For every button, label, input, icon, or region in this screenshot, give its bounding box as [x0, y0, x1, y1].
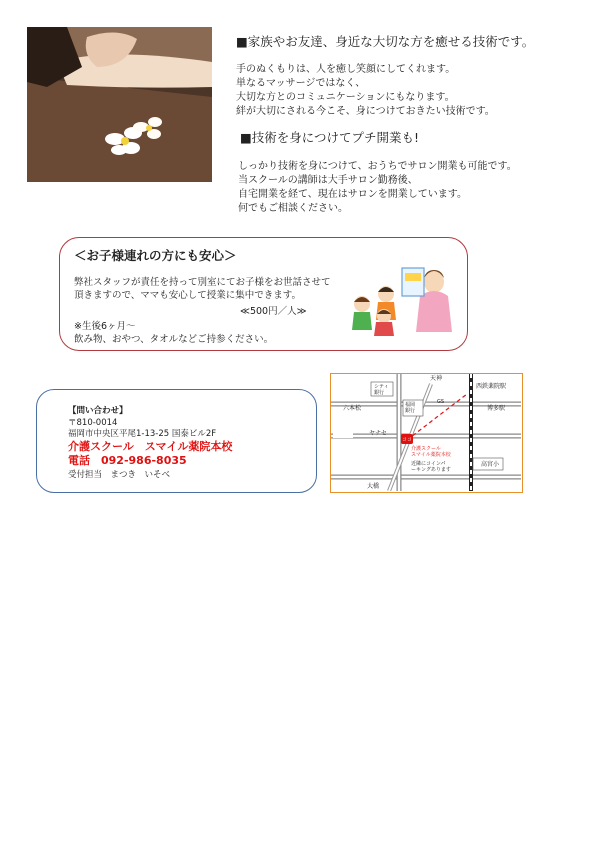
map-label-gs: GS — [437, 399, 445, 405]
map-label-tenjin: 天神 — [430, 375, 443, 382]
map-label-school-2: スマイル薬院本校 — [411, 452, 451, 458]
section-healing-skill — [236, 34, 576, 119]
contact-school-name: 介護スクール スマイル薬院本校 — [68, 440, 233, 453]
map-label-parking-1: 近隣にコインパ — [411, 461, 446, 467]
childcare-note: ※生後6ヶ月～ 飲み物、おやつ、タオルなどご持参ください。 — [74, 321, 274, 345]
map-label-ropponmatsu: 六本松 — [343, 405, 362, 412]
map-label-fukuoka-bank-2: 銀行 — [405, 408, 416, 414]
contact-address: 福岡市中央区平尾1-13-25 国泰ビル2F — [68, 429, 217, 439]
childcare-title: ＜お子様連れの方にも安心＞ — [74, 248, 237, 263]
map-label-school-1: 介護スクール — [411, 446, 441, 452]
contact-phone[interactable]: 電話 092-986-8035 — [68, 454, 187, 467]
section-salon-opening — [236, 128, 576, 216]
contact-postal: 〒810-0014 — [68, 418, 118, 428]
childcare-price: ≪500円／人≫ — [240, 306, 307, 317]
foot-massage-photo — [27, 27, 212, 182]
map-label-city-bank-2: 銀行 — [374, 390, 385, 396]
section2-heading: ■技術を身につけてプチ開業も! — [240, 130, 420, 145]
section1-body: 手のぬくもりは、人を癒し笑顔にしてくれます。 単なるマッサージではなく、 大切な方とのコミュニケーションにもなります。 絆が大切にされる今こそ、身につけておきたい技術です。 — [236, 63, 495, 117]
map-label-hakata: 博多駅 — [487, 405, 506, 412]
access-map — [330, 373, 523, 493]
section1-heading: ■家族やお友達、身近な大切な方を癒せる技術です。 — [236, 34, 535, 49]
contact-box — [36, 389, 317, 493]
map-label-city-bank-1: シティ — [374, 384, 389, 390]
map-label-parking-2: ーキングあります — [411, 467, 451, 473]
contact-title: 【問い合わせ】 — [68, 406, 128, 416]
childcare-body: 弊社スタッフが責任を持って別室にてお子様をお世話させて 頂きますので、ママも安心して授業に集中できます。 — [74, 277, 331, 301]
map-label-nishitetsu: 西鉄薬院駅 — [476, 383, 507, 390]
contact-staff: 受付担当 まつき いそべ — [68, 470, 171, 480]
map-label-koko: ココ — [402, 437, 413, 443]
childcare-box — [59, 237, 468, 351]
map-label-yanase: ヤナセ — [369, 430, 387, 437]
map-label-koumiya: 高宮小 — [481, 461, 500, 468]
map-label-fukuoka-bank-1: 福岡 — [405, 402, 416, 408]
children-reading-illustration — [342, 248, 462, 344]
section2-body: しっかり技術を身につけて、おうちでサロン開業も可能です。 当スクールの講師は大手サロン勤務後、 自宅開業を経て、現在はサロンを開業しています。 何でもご相談ください。 — [238, 161, 517, 214]
map-label-ohashi: 大橋 — [367, 483, 380, 490]
